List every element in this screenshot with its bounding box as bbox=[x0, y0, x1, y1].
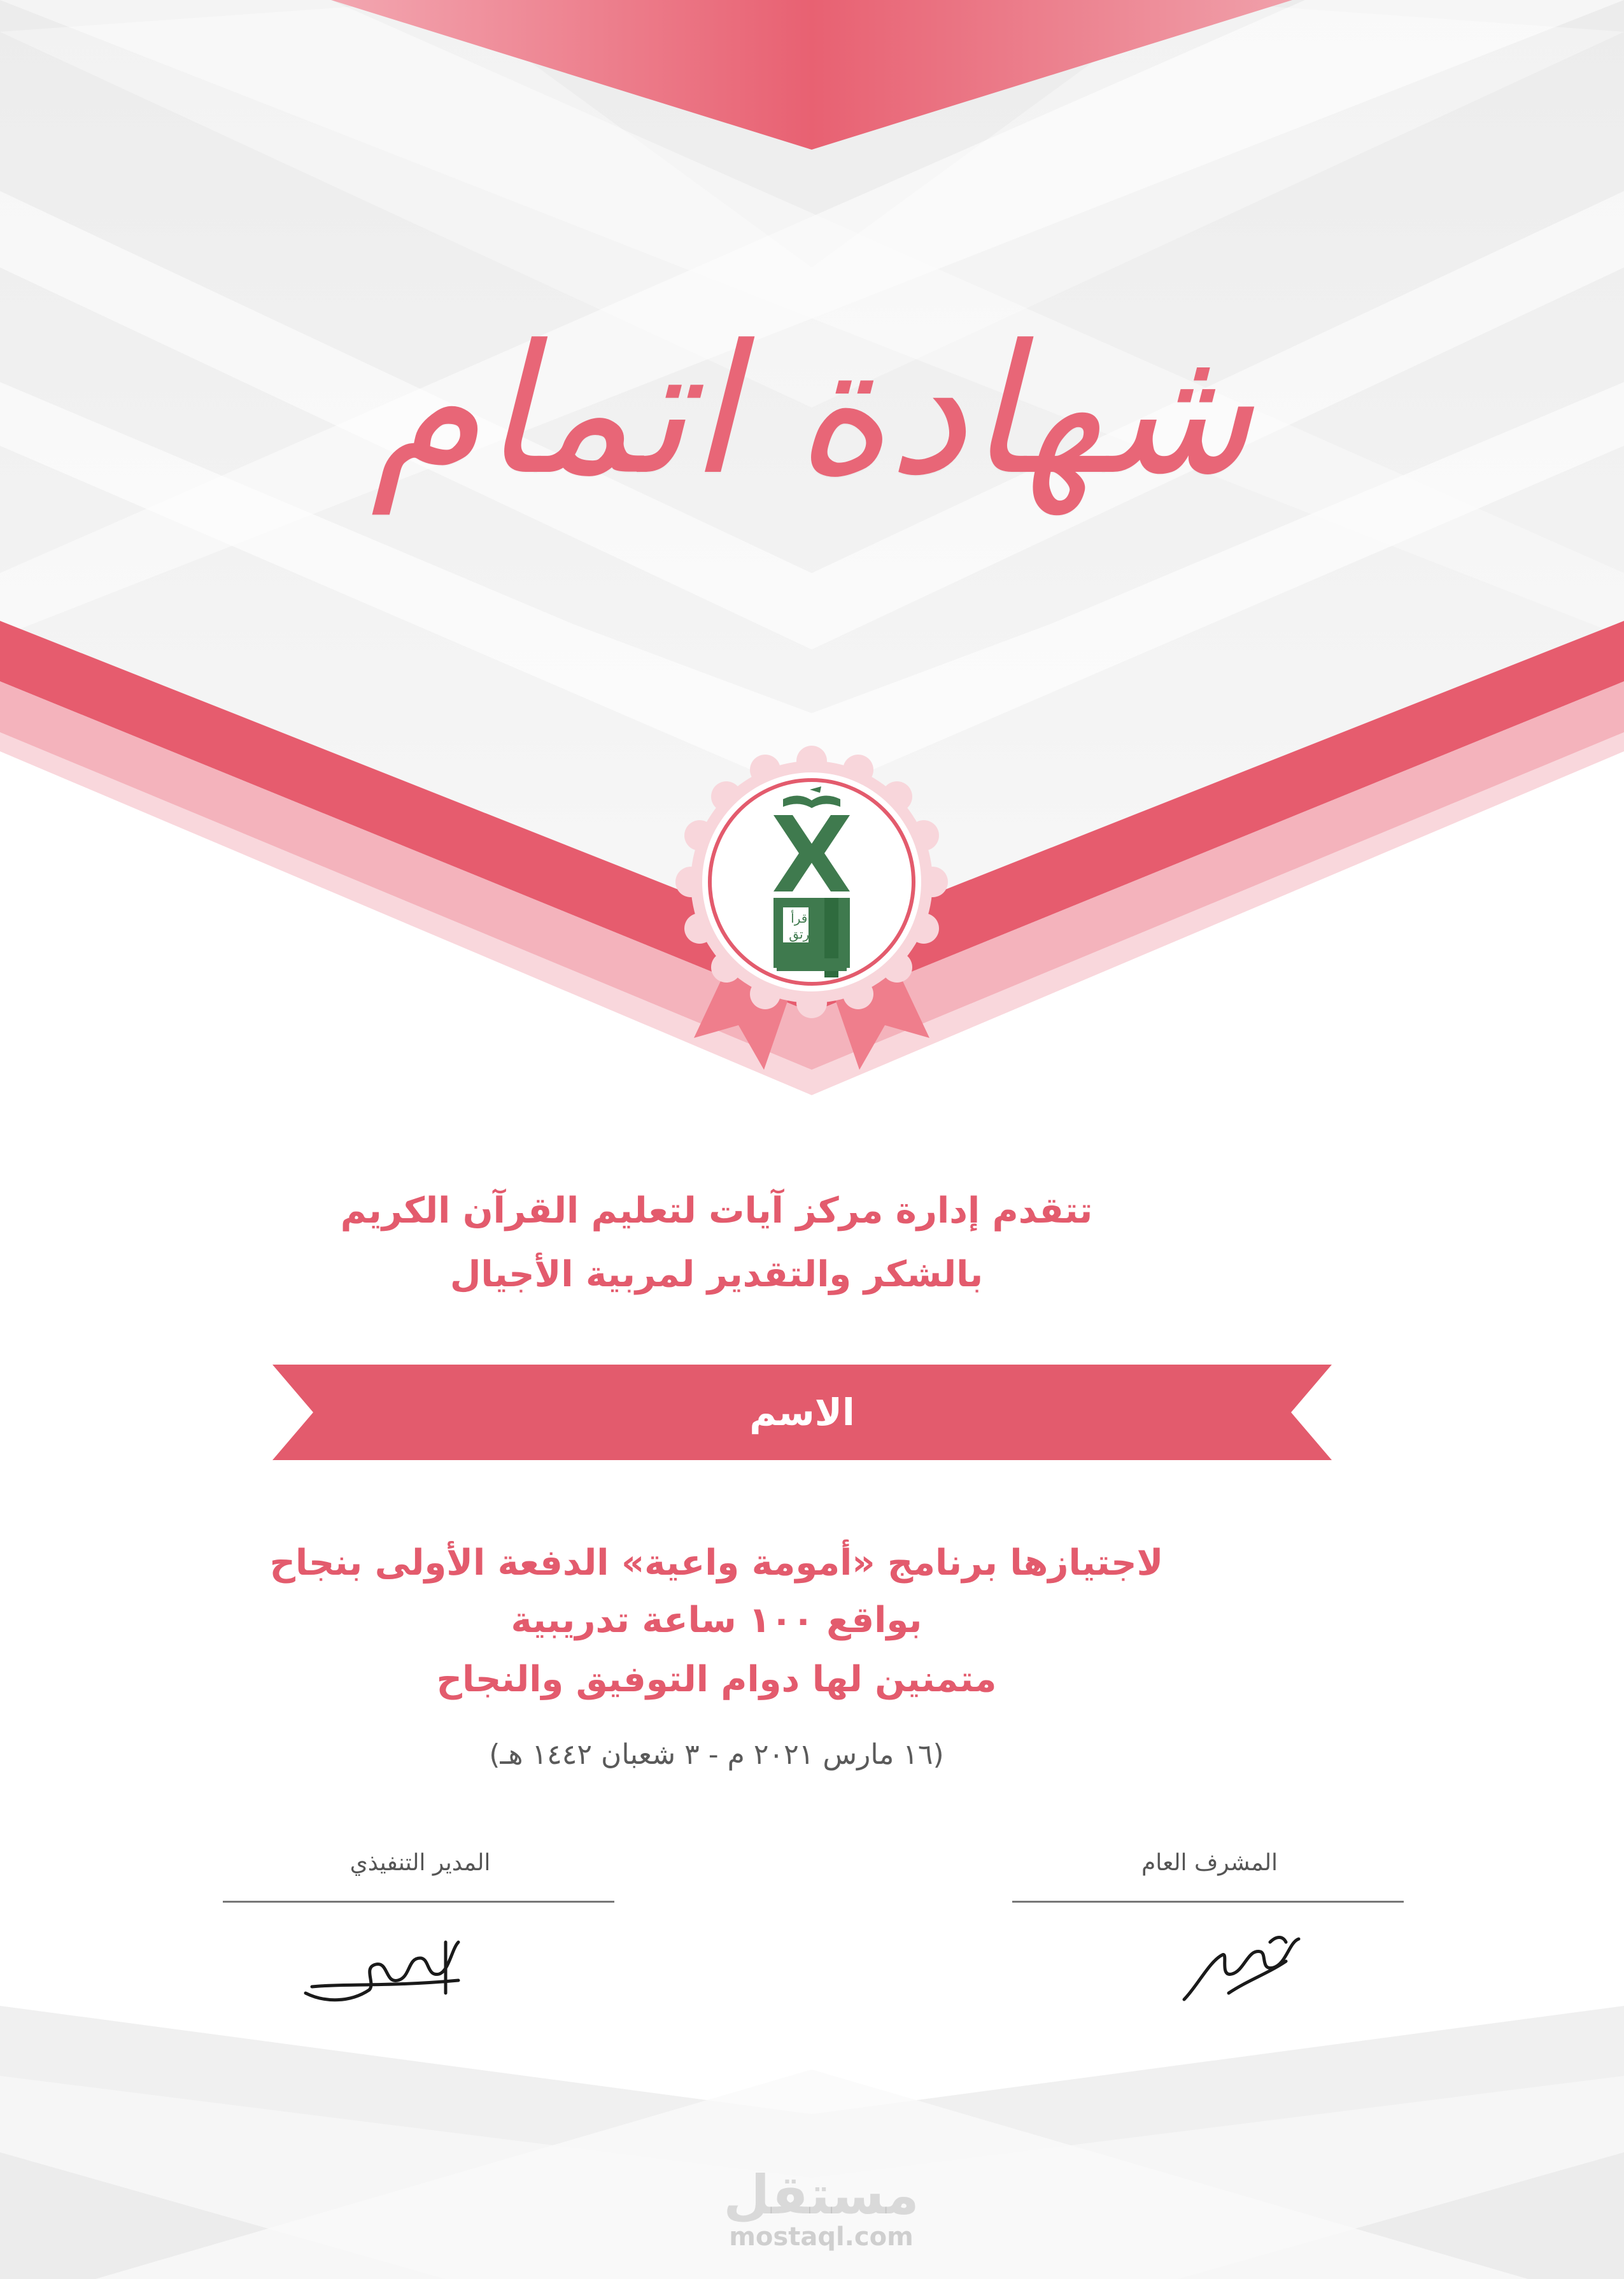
executive-director-label: المدير التنفيذي bbox=[350, 1850, 491, 1876]
body-line-1: لاجتيازها برنامج «أمومة واعية» الدفعة الأولى بنجاح bbox=[269, 1542, 1164, 1584]
general-supervisor-signature-line bbox=[1012, 1901, 1404, 1903]
signature-icon bbox=[293, 1923, 484, 2019]
logo-caption-line-2: ارتق bbox=[789, 927, 813, 942]
ayat-center-logo-icon bbox=[764, 786, 859, 977]
signature-icon bbox=[1159, 1917, 1350, 2012]
recipient-name-field[interactable]: الاسم bbox=[749, 1391, 855, 1434]
executive-director-signature-line bbox=[223, 1901, 614, 1903]
logo-caption-line-1: اقرأ bbox=[791, 911, 811, 926]
issue-date: (١٦ مارس ٢٠٢١ م - ٣ شعبان ١٤٤٢ هـ) bbox=[489, 1738, 944, 1771]
intro-line-1: تتقدم إدارة مركز آيات لتعليم القرآن الكريم bbox=[340, 1190, 1093, 1232]
watermark-arabic: مستقل bbox=[723, 2164, 919, 2226]
watermark-latin: mostaql.com bbox=[729, 2222, 914, 2252]
certificate-title: شهادة اتمام bbox=[371, 307, 1253, 515]
general-supervisor-label: المشرف العام bbox=[1141, 1850, 1278, 1876]
body-line-3: متمنين لها دوام التوفيق والنجاح bbox=[436, 1659, 997, 1700]
intro-line-2: بالشكر والتقدير لمربية الأجيال bbox=[449, 1254, 984, 1295]
body-line-2: بواقع ١٠٠ ساعة تدريبية bbox=[511, 1600, 922, 1641]
